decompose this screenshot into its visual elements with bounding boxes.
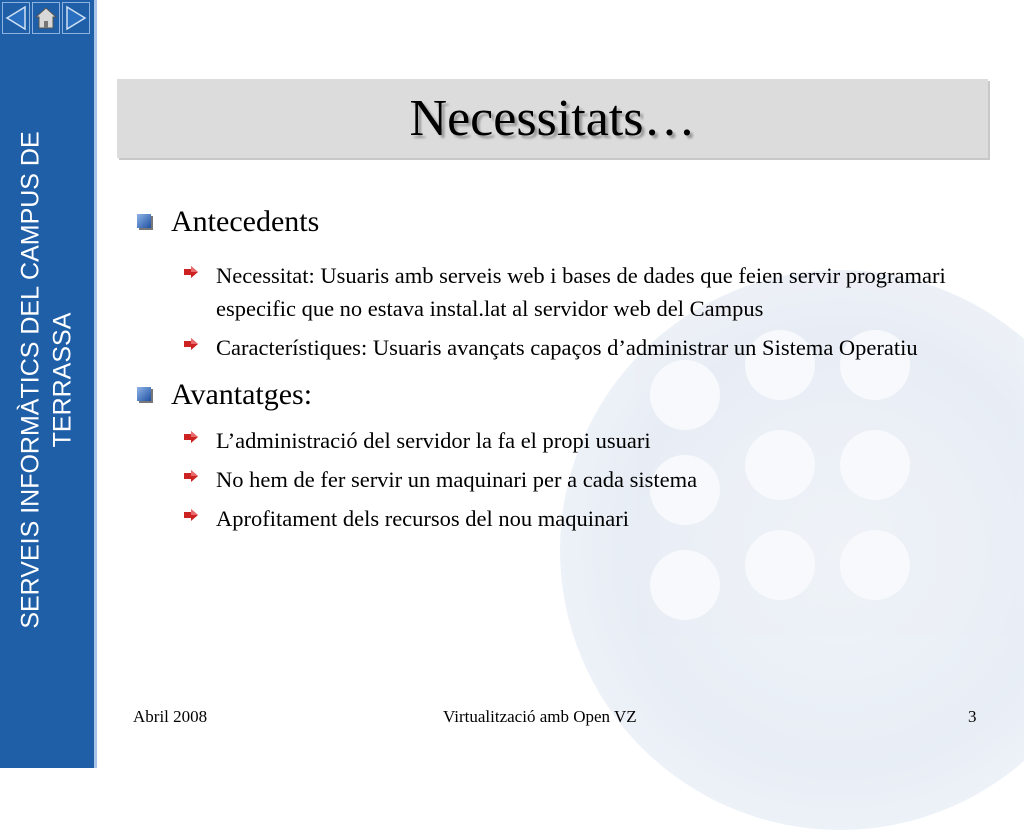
arrow-bullet-icon xyxy=(183,430,199,444)
list-item xyxy=(135,502,965,535)
home-button[interactable] xyxy=(32,2,60,34)
section-heading-text: Avantatges: xyxy=(171,378,313,411)
slide-number: 3 xyxy=(968,707,977,726)
slide-title: Necessitats… xyxy=(409,90,696,147)
arrow-bullet-icon xyxy=(183,469,199,483)
sidebar-edge xyxy=(94,0,97,768)
home-icon xyxy=(34,6,58,30)
list-item xyxy=(135,424,965,457)
square-bullet-icon xyxy=(137,214,151,228)
list-item-text: Aprofitament dels recursos del nou maquinari xyxy=(216,506,630,531)
sidebar-label-line2: TERRASSA xyxy=(49,312,78,448)
triangle-left-icon xyxy=(5,5,27,31)
sidebar-label-line1: SERVEIS INFORMÀTICS DEL CAMPUS DE xyxy=(17,131,46,629)
previous-slide-button[interactable] xyxy=(2,2,30,34)
sidebar-vertical-label xyxy=(0,40,94,720)
list-item-text: Necessitat: Usuaris amb serveis web i bases de dades que feien servir programari especific que no estava instal.lat al servidor web del Campus xyxy=(216,263,946,321)
footer-date: Abril 2008 xyxy=(133,707,208,726)
section-heading xyxy=(135,378,965,412)
arrow-bullet-icon xyxy=(183,265,199,279)
list-item-text: No hem de fer servir un maquinari per a cada sistema xyxy=(216,467,698,492)
section-antecedents xyxy=(135,205,965,364)
section-heading-text: Antecedents xyxy=(171,205,320,238)
footer-title: Virtualització amb Open VZ xyxy=(443,707,637,726)
list-item xyxy=(135,463,965,496)
arrow-bullet-icon xyxy=(183,337,199,351)
list-item xyxy=(135,259,965,325)
triangle-right-icon xyxy=(65,5,87,31)
arrow-bullet-icon xyxy=(183,508,199,522)
list-item-text: Característiques: Usuaris avançats capaços d’administrar un Sistema Operatiu xyxy=(216,335,918,360)
next-slide-button[interactable] xyxy=(62,2,90,34)
slide-content xyxy=(135,205,965,549)
section-heading xyxy=(135,205,965,239)
navigation-bar xyxy=(2,2,92,36)
list-item-text: L’administració del servidor la fa el propi usuari xyxy=(216,428,651,453)
title-bar xyxy=(117,79,988,158)
section-avantatges xyxy=(135,378,965,535)
list-item xyxy=(135,331,965,364)
square-bullet-icon xyxy=(137,387,151,401)
